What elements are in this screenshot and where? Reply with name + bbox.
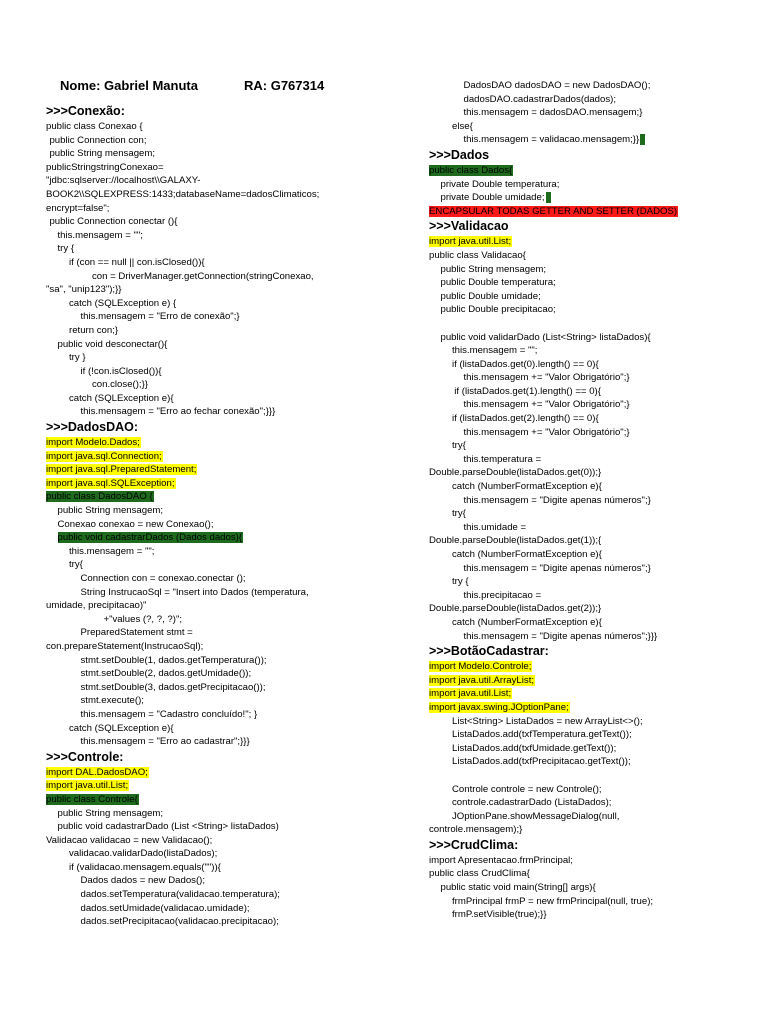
code-text: if (listaDados.get(1).length() == 0){ [454,385,601,397]
code-text: public class Conexao { [46,121,143,132]
code-text: this.mensagem = "Cadastro concluído!"; } [80,708,258,720]
code-text: Dados dados = new Dados(); [80,875,206,887]
code-text: public class DadosDAO { [46,491,153,503]
code-text: public Connection con; [49,134,147,146]
code-text: con.close();}} [92,379,148,391]
code-text: this.temperatura = [463,453,542,465]
code-text: ENCAPSULAR TODAS GETTER AND SETTER (DADOS) [429,205,678,217]
code-text: String InstrucaoSql = "Insert into Dados (temperatura, [80,586,309,598]
code-text: dados.setTemperatura(validacao.temperatura); [80,889,280,901]
code-text: ListaDados.add(txfTemperatura.getText()); [452,729,632,741]
code-line [46,134,386,148]
code-text: public Double temperatura; [440,277,556,289]
code-line [429,769,759,783]
code-line [46,735,386,749]
code-text: stmt.setDouble(2, dados.getUmidade()); [80,668,252,680]
code-text: this.mensagem = "Erro ao fechar conexão";}}} [80,406,276,418]
code-line [46,161,386,175]
code-text: this.mensagem = "Digite apenas números";} [463,494,651,506]
section-heading [429,643,759,660]
code-line [429,439,759,453]
code-text: if (validacao.mensagem.equals("")){ [69,861,221,873]
code-text: JOptionPane.showMessageDialog(null, [452,810,620,822]
code-text: public void cadastrarDados (Dados dados){ [57,532,243,544]
code-text: try } [69,352,86,364]
code-line [429,191,759,205]
section-heading [46,419,386,436]
code-line [46,902,386,916]
code-text: "sa", "unip123");}} [46,284,122,296]
code-line [46,310,386,324]
code-line [46,613,386,627]
code-text: import java.sql.SQLException; [46,477,175,489]
code-text: public class Validacao{ [429,249,526,261]
code-text: stmt.setDouble(3, dados.getPrecipitacao()); [80,681,266,693]
code-text: return con;} [69,324,119,336]
code-line [429,630,759,644]
code-line [46,504,386,518]
code-line [46,436,386,450]
code-text: public void cadastrarDado (List <String> listaDados) [57,821,279,833]
code-text: import java.util.List; [429,236,512,248]
code-line [429,895,759,909]
code-text: this.mensagem = validacao.mensagem;}} [463,134,640,146]
code-line [429,249,759,263]
code-text: public static void main(String[] args){ [440,882,596,894]
code-line [429,398,759,412]
section-heading-text: >>>Conexão: [46,104,125,118]
section-heading [46,103,386,120]
code-line [46,405,386,419]
code-line [46,242,386,256]
code-text: try { [57,243,75,255]
code-line [429,133,759,147]
code-text: import java.util.ArrayList; [429,674,535,686]
code-line [429,317,759,331]
code-line [429,466,759,480]
code-text: Validacao validacao = new Validacao(); [46,834,213,846]
code-line [46,888,386,902]
student-name: Nome: Gabriel Manuta [60,78,198,93]
code-text: ListaDados.add(txfPrecipitacao.getText()); [452,756,631,768]
left-column [46,103,386,929]
code-line [46,202,386,216]
code-text: public void validarDado (List<String> listaDados){ [440,331,651,343]
code-line [429,79,759,93]
code-line [46,626,386,640]
code-line [429,290,759,304]
code-text: this.mensagem = "Erro ao cadastrar";}}} [80,736,250,748]
code-line [429,426,759,440]
code-line [46,820,386,834]
code-text: public Double precipitacao; [440,304,556,316]
code-text: BOOK2\\SQLEXPRESS:1433;databaseName=dadosClimaticos; [46,188,320,200]
code-text: public String mensagem; [57,807,164,819]
code-line [429,480,759,494]
code-line [46,283,386,297]
code-line [429,358,759,372]
code-text: stmt.setDouble(1, dados.getTemperatura()); [80,654,267,666]
section-heading [46,749,386,766]
code-line [429,453,759,467]
code-line [429,908,759,922]
code-line [46,708,386,722]
code-line [46,572,386,586]
code-text: catch (SQLException e){ [69,722,174,734]
code-text: public Connection conectar (){ [49,216,178,228]
code-line [429,742,759,756]
code-text: public class Controle{ [46,793,138,805]
code-line [46,147,386,161]
code-text: catch (NumberFormatException e){ [452,481,602,493]
code-text: this.mensagem = dadosDAO.mensagem;} [463,107,643,119]
code-line [46,779,386,793]
code-line [46,392,386,406]
code-text: this.mensagem = "Digite apenas números";}}} [463,630,658,642]
code-line [429,178,759,192]
code-text: private Double temperatura; [440,178,560,190]
code-text: this.umidade = [463,521,527,533]
code-line [429,120,759,134]
code-line [429,660,759,674]
code-text: this.mensagem += "Valor Obrigatório";} [463,426,630,438]
code-line [429,755,759,769]
code-line [46,490,386,504]
code-text: if (con == null || con.isClosed()){ [69,256,205,268]
code-line [429,507,759,521]
code-text: this.precipitacao = [463,589,542,601]
code-line [46,270,386,284]
code-text: this.mensagem += "Valor Obrigatório";} [463,372,630,384]
code-text: umidade, precipitacao)" [46,600,147,612]
right-column [429,79,759,922]
code-line [429,106,759,120]
code-line [46,229,386,243]
code-line [429,276,759,290]
code-text: public String mensagem; [49,148,156,160]
code-line [429,205,759,219]
code-text: Conexao conexao = new Conexao(); [57,518,214,530]
section-heading-text: >>>BotãoCadastrar: [429,644,549,659]
code-line [46,766,386,780]
code-line [46,477,386,491]
code-line [46,351,386,365]
code-line [429,701,759,715]
student-ra: RA: G767314 [244,78,325,93]
code-line [46,915,386,929]
code-text: ListaDados.add(txfUmidade.getText()); [452,742,617,754]
code-text: PreparedStatement stmt = [80,627,193,639]
code-text: public String mensagem; [57,505,164,517]
code-text: public void desconectar(){ [57,338,168,350]
code-text: if (!con.isClosed()){ [80,365,162,377]
code-line [429,412,759,426]
code-text: frmPrincipal frmP = new frmPrincipal(null, true); [452,895,654,907]
code-text: DadosDAO dadosDAO = new DadosDAO(); [463,80,651,91]
code-text: if (listaDados.get(0).length() == 0){ [452,358,599,370]
code-line [429,385,759,399]
code-line [46,256,386,270]
code-line [429,783,759,797]
code-text: this.mensagem = "Erro de conexão";} [80,311,240,323]
code-line [46,861,386,875]
section-heading-text: >>>DadosDAO: [46,420,139,435]
code-line [46,450,386,464]
code-line [429,164,759,178]
code-text: frmP.setVisible(true);}} [452,909,547,921]
code-line [429,674,759,688]
code-text: +"values (?, ?, ?)"; [103,613,183,625]
code-text: public String mensagem; [440,263,547,275]
code-line [46,324,386,338]
code-line [429,854,759,868]
code-text: controle.mensagem);} [429,824,523,836]
code-line [429,602,759,616]
code-line [429,263,759,277]
code-text: import Apresentacao.frmPrincipal; [429,854,573,866]
code-text: this.mensagem = ""; [69,545,155,557]
code-line [46,215,386,229]
code-line [46,793,386,807]
code-text: controle.cadastrarDado (ListaDados); [452,797,612,809]
code-text: try{ [69,559,83,571]
code-line [46,681,386,695]
code-text: this.mensagem = "Digite apenas números";} [463,562,651,574]
code-line [46,667,386,681]
code-line [429,616,759,630]
code-text: this.mensagem = ""; [452,345,538,357]
code-line [46,297,386,311]
code-line [46,807,386,821]
code-text: catch (SQLException e){ [69,392,174,404]
code-text: import java.util.List; [46,780,129,792]
section-heading-text: >>>Dados [429,147,490,162]
code-line [46,378,386,392]
code-line [429,548,759,562]
code-text: else{ [452,120,473,132]
code-line [46,834,386,848]
code-text: import Modelo.Controle; [429,661,532,673]
code-text: public class CrudClima{ [429,868,530,880]
code-line [46,722,386,736]
code-text: catch (NumberFormatException e){ [452,549,602,560]
section-heading [429,837,759,854]
code-line [46,586,386,600]
code-text: import Modelo.Dados; [46,437,140,449]
code-text: try { [452,576,469,588]
code-line [429,867,759,881]
code-text: if (listaDados.get(2).length() == 0){ [452,413,599,425]
code-line [46,188,386,202]
code-text: catch (NumberFormatException e){ [452,616,602,628]
code-text: Connection con = conexao.conectar (); [80,573,246,584]
code-line [429,534,759,548]
code-line [429,728,759,742]
code-line [429,303,759,317]
code-line [429,331,759,345]
code-line [46,694,386,708]
code-line [429,494,759,508]
code-line [429,562,759,576]
code-line [429,235,759,249]
code-text: validacao.validarDado(listaDados); [69,848,218,860]
code-text: import java.util.List; [429,688,512,700]
section-heading-text: >>>Validacao [429,219,509,234]
code-line [46,640,386,654]
code-line [429,715,759,729]
code-line [429,589,759,603]
code-line [46,338,386,352]
code-line [46,599,386,613]
code-text: Double.parseDouble(listaDados.get(2));} [429,603,602,615]
code-text: Double.parseDouble(listaDados.get(0));} [429,467,602,479]
code-text: import java.sql.PreparedStatement; [46,464,197,476]
code-line [46,120,386,134]
code-text: this.mensagem = ""; [57,229,143,241]
code-line [46,365,386,379]
code-text: try{ [452,508,466,520]
code-text: public Double umidade; [440,290,541,302]
code-text: encrypt=false"; [46,202,110,214]
code-text: Controle controle = new Controle(); [452,783,602,795]
code-text: import java.sql.Connection; [46,450,162,462]
section-heading-text: >>>Controle: [46,749,124,764]
code-line [429,344,759,358]
code-line [46,874,386,888]
code-text: public class Dados{ [429,164,513,176]
code-text: dadosDAO.cadastrarDados(dados); [463,93,617,105]
code-line [429,521,759,535]
code-text: stmt.execute(); [80,695,144,707]
code-line [429,823,759,837]
code-line [46,654,386,668]
code-line [429,881,759,895]
code-text: catch (SQLException e) { [69,297,177,309]
code-text: private Double umidade; [440,192,545,204]
code-text: con = DriverManager.getConnection(stringConexao, [92,270,314,282]
section-heading [429,218,759,235]
code-line [46,558,386,572]
code-text: import javax.swing.JOptionPane; [429,701,569,713]
code-line [429,575,759,589]
code-text: con.prepareStatement(InstrucaoSql); [46,640,204,652]
code-text: dados.setUmidade(validacao.umidade); [80,902,250,914]
code-line [46,463,386,477]
code-line [429,371,759,385]
code-text: try{ [452,440,466,452]
code-text: publicStringstringConexao= [46,161,164,173]
section-heading-text: >>>CrudClima: [429,837,519,852]
code-line [46,847,386,861]
section-heading [429,147,759,164]
code-text: Double.parseDouble(listaDados.get(1));{ [429,535,602,547]
highlight-marker [546,192,551,203]
code-line [429,93,759,107]
code-line [429,796,759,810]
code-text: dados.setPrecipitacao(validacao.precipitacao); [80,916,279,928]
code-line [46,518,386,532]
code-text: "jdbc:sqlserver://localhost\\GALAXY- [46,175,201,187]
code-text [429,770,430,781]
code-line [429,687,759,701]
code-text: this.mensagem += "Valor Obrigatório";} [463,399,630,411]
code-line [46,545,386,559]
code-text: List<String> ListaDados = new ArrayList<>(); [452,715,643,727]
code-line [46,174,386,188]
document-header [60,78,325,93]
code-text [429,318,430,329]
code-line [429,810,759,824]
highlight-marker [640,134,645,145]
code-line [46,531,386,545]
code-text: import DAL.DadosDAO; [46,766,148,778]
